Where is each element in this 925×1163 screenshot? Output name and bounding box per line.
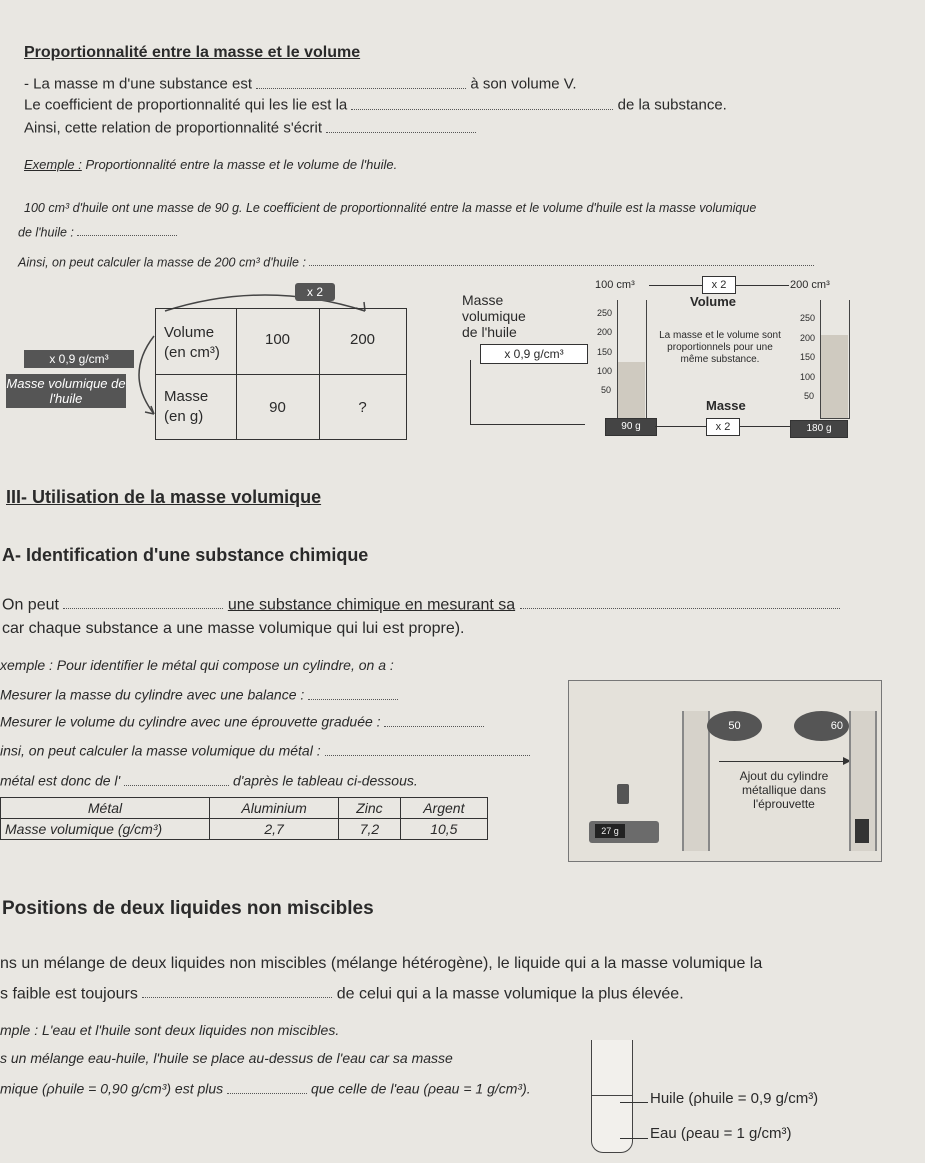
fill-blank[interactable]: [142, 983, 332, 998]
liquid-fill: [618, 362, 645, 418]
cell-value: 200: [349, 331, 376, 348]
row-header-volume: Volume (en cm³): [164, 324, 220, 361]
metal-cylinder-in-water-icon: [855, 819, 869, 843]
example-heading: [24, 157, 397, 172]
text-part: Mesurer la masse du cylindre avec une balance :: [0, 686, 305, 703]
fill-blank[interactable]: [63, 594, 223, 609]
reading-60-circle: 60: [794, 711, 849, 741]
sentence-reason: car chaque substance a une masse volumique qui lui est propre).: [2, 620, 465, 637]
tick-label: 100: [597, 366, 613, 376]
text-part: insi, on peut calculer la masse volumique du métal :: [0, 742, 321, 759]
mass-left-display: 90 g: [605, 418, 657, 436]
table-cell: 7,2: [339, 819, 401, 840]
fill-blank[interactable]: [326, 118, 476, 133]
fill-blank[interactable]: [227, 1080, 307, 1094]
cell-value: 90: [269, 399, 286, 416]
text-part: de l'huile :: [18, 225, 74, 240]
section-title-proportionnalite: Proportionnalité entre la masse et le volume: [24, 44, 361, 61]
fill-blank[interactable]: [351, 95, 613, 110]
text-part: de celui qui a la masse volumique la plus élevée.: [336, 985, 684, 1003]
text-part: mique (ρhuile = 0,90 g/cm³) est plus: [0, 1080, 224, 1097]
metal-density-table: [0, 797, 488, 840]
interface-line: [592, 1095, 632, 1096]
table-header: Zinc: [339, 798, 401, 819]
example-label: Exemple :: [24, 157, 82, 172]
table-header: Métal: [1, 798, 210, 819]
text-part: Ainsi, on peut calculer la masse de 200 cm³ d'huile :: [18, 255, 306, 270]
tick-label: 100: [800, 372, 816, 382]
table-row-label: Masse volumique (g/cm³): [1, 819, 210, 840]
table-row: [1, 798, 488, 819]
table-header: Argent: [400, 798, 487, 819]
label-water: Eau (ρeau = 1 g/cm³): [650, 1125, 792, 1142]
text-part: Le coefficient de proportionnalité qui les lie est la: [24, 96, 348, 114]
example-B-line-1: mple : L'eau et l'huile sont deux liquides non miscibles.: [0, 1022, 340, 1038]
sentence-relation: [24, 118, 476, 137]
example-line-3: [18, 254, 814, 269]
text-part: On peut: [2, 596, 59, 614]
side-arrow-icon: [120, 330, 160, 420]
liquid-fill: [821, 335, 848, 418]
metal-cylinder-icon: [617, 784, 629, 804]
x2-box-top: x 2: [702, 276, 736, 294]
vol-right-label: 200 cm³: [790, 279, 830, 291]
tick-label: 200: [597, 327, 613, 337]
connector-line: [470, 424, 585, 425]
center-note: La masse et le volume sont proportionnels pour une même substance.: [659, 330, 781, 365]
fill-blank[interactable]: [256, 74, 466, 89]
example-step-4: [0, 772, 418, 789]
leader-line: [620, 1102, 648, 1103]
text-part: - La masse m d'une substance est: [24, 75, 252, 93]
sentence-mass-proportional: [24, 74, 577, 93]
text-part: métal est donc de l': [0, 772, 121, 789]
table-cell: 10,5: [400, 819, 487, 840]
text-part: à son volume V.: [470, 75, 577, 93]
section-title-III: III- Utilisation de la masse volumique: [6, 487, 322, 507]
row-header-masse: Masse (en g): [164, 388, 209, 425]
fill-blank[interactable]: [124, 772, 229, 786]
example-step-1: [0, 686, 398, 703]
text-part: Ainsi, cette relation de proportionnalité s'écrit: [24, 119, 323, 137]
table-row: [1, 819, 488, 840]
label-oil: Huile (ρhuile = 0,9 g/cm³): [650, 1090, 819, 1107]
table-header: Aluminium: [210, 798, 339, 819]
mass-right-display: 180 g: [790, 420, 848, 438]
fill-blank[interactable]: [309, 254, 814, 266]
example-intro: xemple : Pour identifier le métal qui compose un cylindre, on a :: [0, 657, 394, 673]
test-tube: [591, 1040, 633, 1153]
tick-label: 250: [800, 313, 816, 323]
fill-blank[interactable]: [308, 686, 398, 700]
sentence-identify: [2, 594, 840, 614]
table-cell: 2,7: [210, 819, 339, 840]
factor-badge: x 0,9 g/cm³: [24, 350, 134, 368]
reading-50-circle: 50: [707, 711, 762, 741]
fill-blank[interactable]: [384, 713, 484, 727]
cell-value: 100: [264, 331, 291, 348]
tick-label: 250: [597, 308, 613, 318]
x2-box-bottom: x 2: [706, 418, 740, 436]
arrow-line: [719, 761, 849, 762]
text-part: Mesurer le volume du cylindre avec une éprouvette graduée :: [0, 713, 381, 730]
text-part: de la substance.: [617, 96, 727, 114]
example-step-2: [0, 713, 484, 730]
section-title-A: A- Identification d'une substance chimique: [2, 545, 369, 565]
example-line-1: 100 cm³ d'huile ont une masse de 90 g. Le coefficient de proportionnalité entre la masse et le volume d'huile est la masse volumique: [24, 201, 757, 215]
tick-label: 50: [601, 385, 612, 395]
cylinder-experiment-figure: [568, 680, 882, 862]
text-part: une substance chimique en mesurant sa: [227, 596, 516, 614]
divider: [156, 374, 406, 375]
cell-value: ?: [358, 399, 367, 416]
vol-left-label: 100 cm³: [595, 279, 635, 291]
proportion-table: [155, 308, 407, 440]
volume-label: Volume: [690, 294, 736, 309]
text-part: que celle de l'eau (ρeau = 1 g/cm³).: [310, 1080, 531, 1097]
text-part: d'après le tableau ci-dessous.: [232, 772, 418, 789]
leader-line: [620, 1138, 648, 1139]
section-title-B: Positions de deux liquides non miscibles: [2, 898, 374, 919]
tick-label: 150: [597, 347, 613, 357]
masse-label: Masse: [706, 398, 746, 413]
fill-blank[interactable]: [325, 742, 530, 756]
example-text: Proportionnalité entre la masse et le volume de l'huile.: [85, 157, 398, 172]
fill-blank[interactable]: [77, 224, 177, 236]
example-B-line-2: s un mélange eau-huile, l'huile se place au-dessus de l'eau car sa masse: [0, 1050, 453, 1066]
sentence-position: [0, 983, 684, 1003]
connector-line: [470, 360, 471, 424]
text-part: s faible est toujours: [0, 985, 138, 1003]
masse-volumique-label: Masse volumique de l'huile: [462, 292, 526, 340]
fill-blank[interactable]: [520, 594, 840, 609]
figure-caption: Ajout du cylindre métallique dans l'éprouvette: [739, 769, 829, 811]
sentence-miscible: ns un mélange de deux liquides non miscibles (mélange hétérogène), le liquide qui a la masse volumique la: [0, 955, 763, 972]
sentence-coefficient: [24, 95, 727, 114]
graduated-cylinder-before: [682, 711, 710, 851]
tick-label: 50: [804, 391, 815, 401]
example-line-2: [18, 224, 177, 239]
tick-label: 200: [800, 333, 816, 343]
side-label: Masse volumique de l'huile: [6, 376, 126, 406]
example-step-3: [0, 742, 530, 759]
balance-display: 27 g: [595, 824, 625, 838]
example-B-line-3: [0, 1080, 531, 1097]
x2-badge: x 2: [295, 283, 335, 301]
tick-label: 150: [800, 352, 816, 362]
factor-box: x 0,9 g/cm³: [480, 344, 588, 364]
